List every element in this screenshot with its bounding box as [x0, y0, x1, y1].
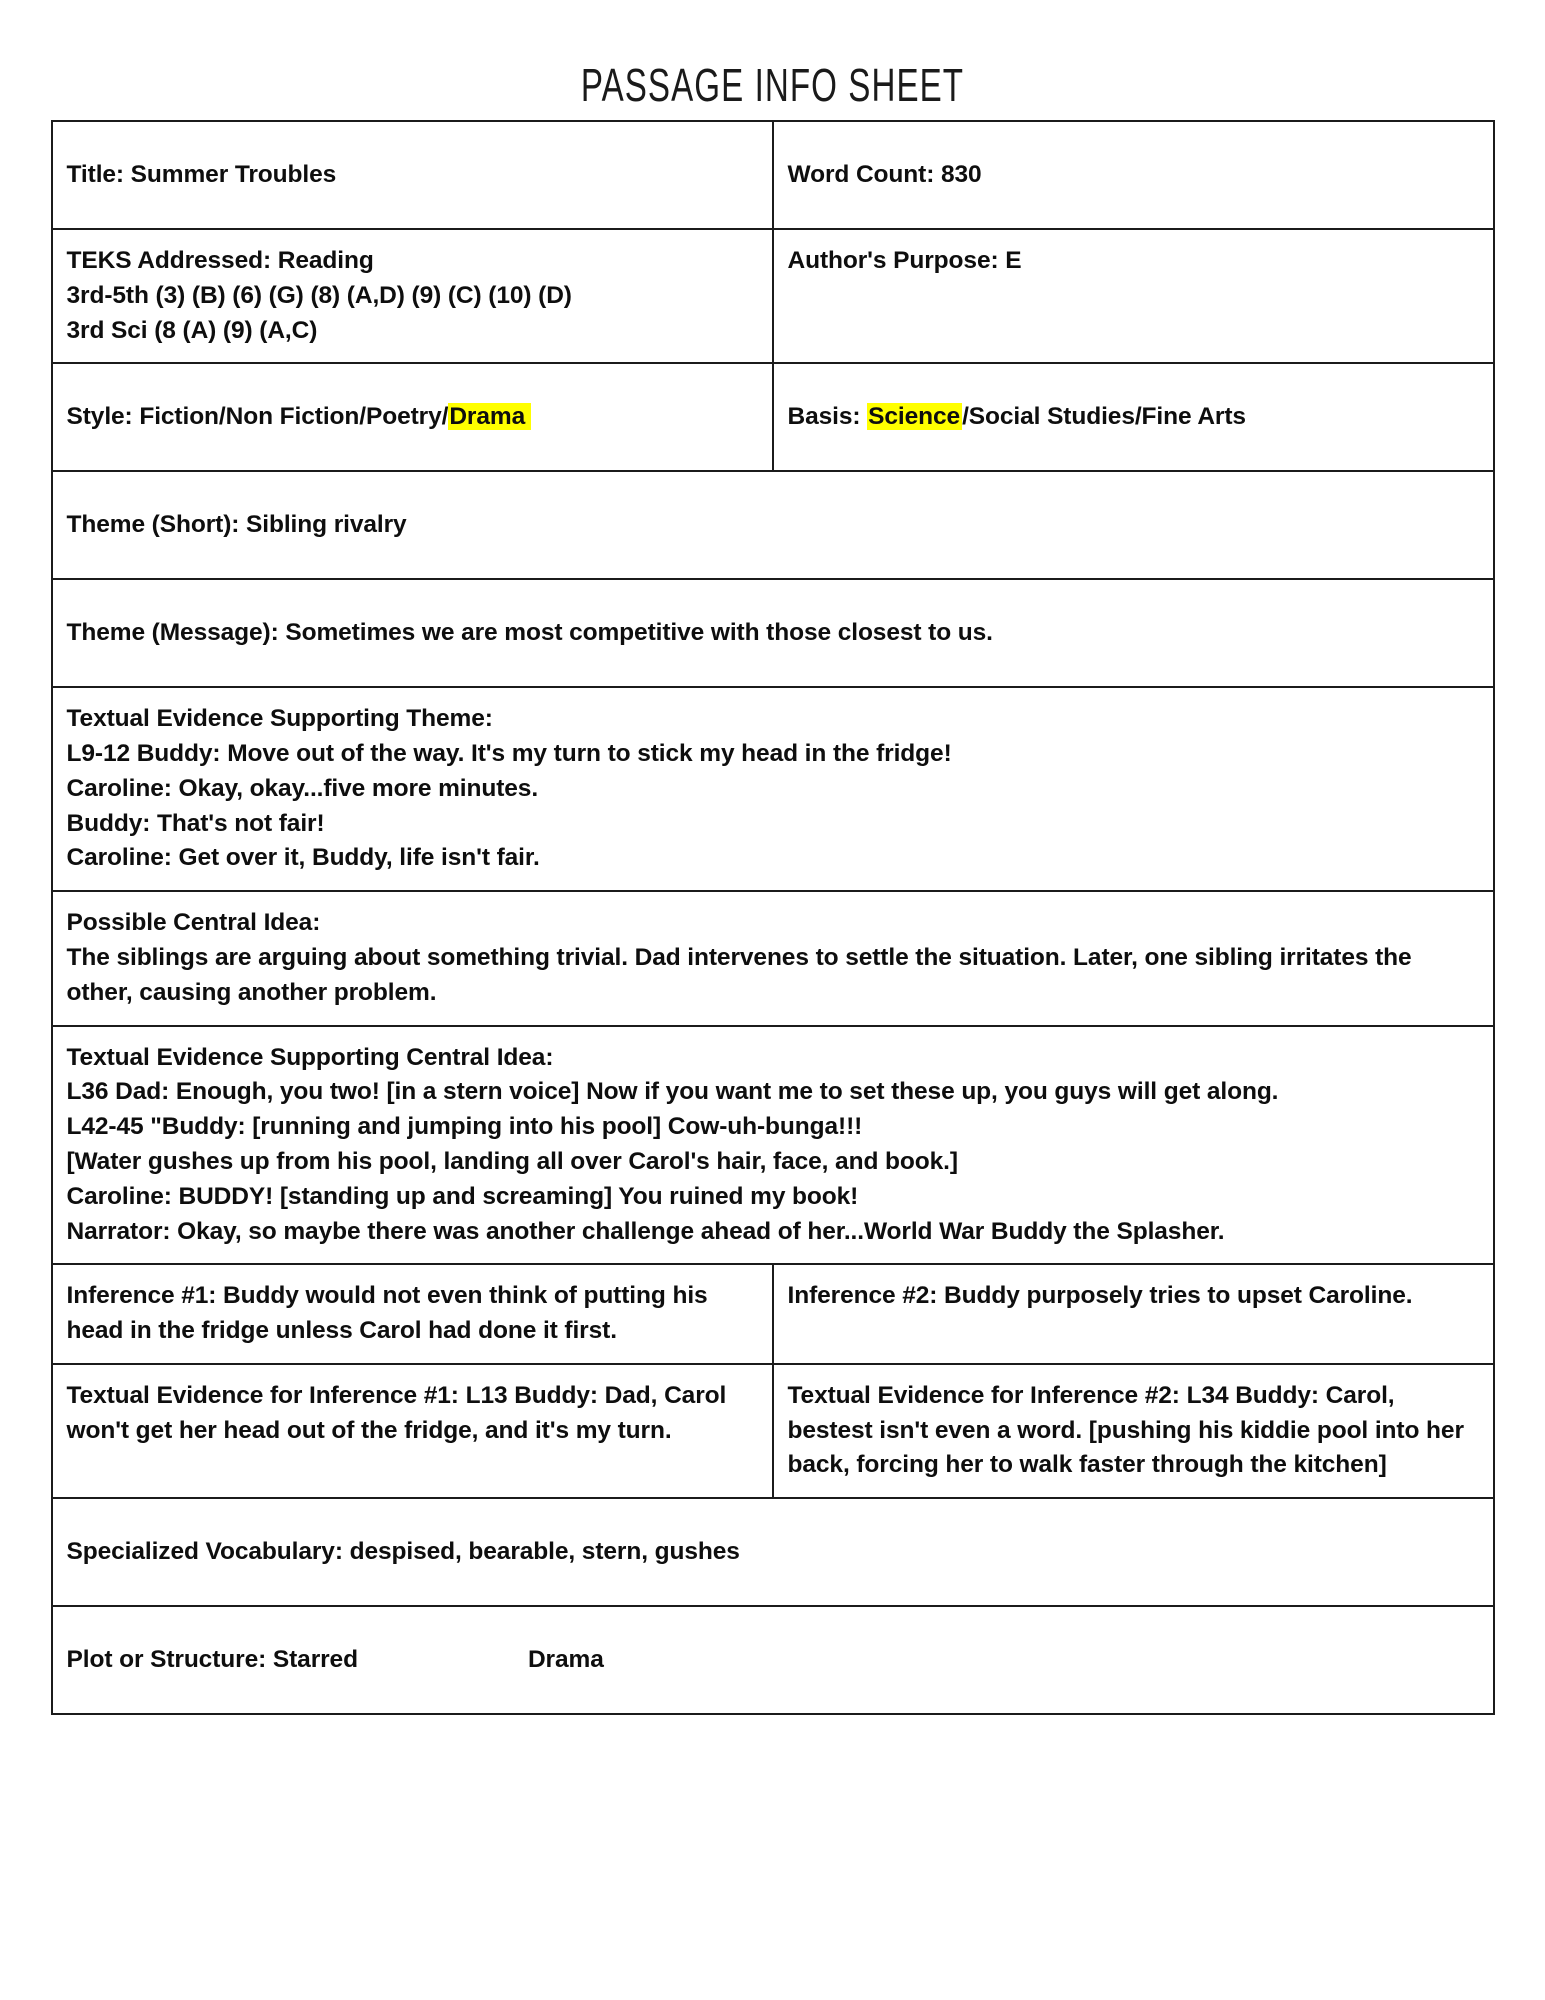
- cell-plot-structure: [52, 1606, 1494, 1714]
- cell-evidence-theme: [52, 687, 1494, 891]
- cell-teks: [52, 229, 773, 363]
- page-title: PASSAGE INFO SHEET: [580, 59, 965, 111]
- style-field: [67, 400, 759, 435]
- evidence-central-line-5: Narrator: Okay, so maybe there was another challenge ahead of her...World War Buddy the Splasher.: [66, 1217, 1225, 1245]
- cell-specialized-vocabulary: [52, 1498, 1494, 1606]
- evidence-inference-2-value: Textual Evidence for Inference #2: L34 Buddy: Carol, bestest isn't even a word. [pushing his kiddie pool into her back, forcing her to walk faster through the kitchen]: [787, 1381, 1464, 1479]
- central-idea-body: The siblings are arguing about something trivial. Dad intervenes to settle the situation. Later, one sibling irritates the other, causing another problem.: [66, 944, 1412, 1006]
- cell-evidence-inference-1: [52, 1364, 773, 1498]
- evidence-theme-line-1: L9-12 Buddy: Move out of the way. It's my turn to stick my head in the fridge!: [66, 740, 952, 768]
- evidence-central-line-4: Caroline: BUDDY! [standing up and screaming] You ruined my book!: [66, 1182, 859, 1210]
- basis-highlighted-value: Science: [868, 402, 961, 430]
- table-row-teks: [52, 229, 1494, 363]
- title-value: Title: Summer Troubles: [66, 160, 337, 188]
- cell-theme-short: [52, 471, 1494, 579]
- table-row-theme-short: [52, 471, 1494, 579]
- style-prefix: Style: Fiction/Non Fiction/Poetry/: [66, 402, 449, 430]
- evidence-central-line-1: L36 Dad: Enough, you two! [in a stern voice] Now if you want me to set these up, you guys will get along.: [66, 1078, 1279, 1106]
- theme-message-value: Theme (Message): Sometimes we are most competitive with those closest to us.: [66, 618, 993, 646]
- inference-1-value: Inference #1: Buddy would not even think of putting his head in the fridge unless Carol had done it first.: [66, 1282, 708, 1345]
- passage-info-table: [51, 120, 1495, 1715]
- plot-structure-line: [67, 1643, 1480, 1678]
- table-row-style-basis: [52, 363, 1494, 471]
- plot-structure-label: Plot or Structure: Starred: [66, 1645, 358, 1673]
- table-row-evidence-inferences: [52, 1364, 1494, 1498]
- evidence-theme-line-2: Caroline: Okay, okay...five more minutes.: [66, 774, 539, 802]
- theme-short-value: Theme (Short): Sibling rivalry: [66, 510, 407, 538]
- cell-authors-purpose: [773, 229, 1494, 363]
- table-row-theme-message: [52, 579, 1494, 687]
- specialized-vocabulary-value: Specialized Vocabulary: despised, bearable, stern, gushes: [66, 1537, 740, 1565]
- authors-purpose-value: Author's Purpose: E: [787, 247, 1022, 274]
- central-idea-heading: Possible Central Idea:: [66, 909, 321, 937]
- evidence-central-line-3: [Water gushes up from his pool, landing all over Carol's hair, face, and book.]: [66, 1147, 958, 1175]
- inference-2-value: Inference #2: Buddy purposely tries to upset Caroline.: [787, 1282, 1413, 1310]
- table-row-plot-structure: [52, 1606, 1494, 1714]
- cell-inference-1: [52, 1264, 773, 1364]
- teks-line-2: 3rd Sci (8 (A) (9) (A,C): [66, 316, 318, 344]
- cell-style: [52, 363, 773, 471]
- cell-evidence-central: [52, 1026, 1494, 1265]
- page-title-wrapper: [0, 0, 1545, 120]
- cell-inference-2: [773, 1264, 1494, 1364]
- table-row-evidence-central: [52, 1026, 1494, 1265]
- cell-title: [52, 121, 773, 229]
- table-row-title: [52, 121, 1494, 229]
- basis-suffix: /Social Studies/Fine Arts: [962, 402, 1246, 430]
- evidence-central-line-2: L42-45 "Buddy: [running and jumping into his pool] Cow-uh-bunga!!!: [66, 1113, 863, 1141]
- evidence-theme-heading: Textual Evidence Supporting Theme:: [66, 705, 493, 733]
- cell-theme-message: [52, 579, 1494, 687]
- cell-evidence-inference-2: [773, 1364, 1494, 1498]
- cell-word-count: [773, 121, 1494, 229]
- cell-central-idea: [52, 891, 1494, 1025]
- teks-heading: TEKS Addressed: Reading: [66, 247, 374, 274]
- cell-basis: [773, 363, 1494, 471]
- evidence-theme-line-3: Buddy: That's not fair!: [66, 809, 325, 837]
- table-row-central-idea: [52, 891, 1494, 1025]
- basis-prefix: Basis:: [787, 402, 868, 430]
- evidence-theme-line-4: Caroline: Get over it, Buddy, life isn't fair.: [66, 844, 540, 872]
- table-row-evidence-theme: [52, 687, 1494, 891]
- table-row-vocabulary: [52, 1498, 1494, 1606]
- word-count-value: Word Count: 830: [787, 160, 982, 188]
- table-row-inferences: [52, 1264, 1494, 1364]
- evidence-inference-1-value: Textual Evidence for Inference #1: L13 Buddy: Dad, Carol won't get her head out of the fridge, and it's my turn.: [66, 1381, 727, 1444]
- plot-structure-value: Drama: [527, 1645, 604, 1673]
- teks-line-1: 3rd-5th (3) (B) (6) (G) (8) (A,D) (9) (C) (10) (D): [66, 281, 572, 309]
- style-highlighted-value: Drama: [448, 403, 531, 430]
- basis-field: [788, 400, 1480, 435]
- evidence-central-heading: Textual Evidence Supporting Central Idea:: [66, 1043, 554, 1071]
